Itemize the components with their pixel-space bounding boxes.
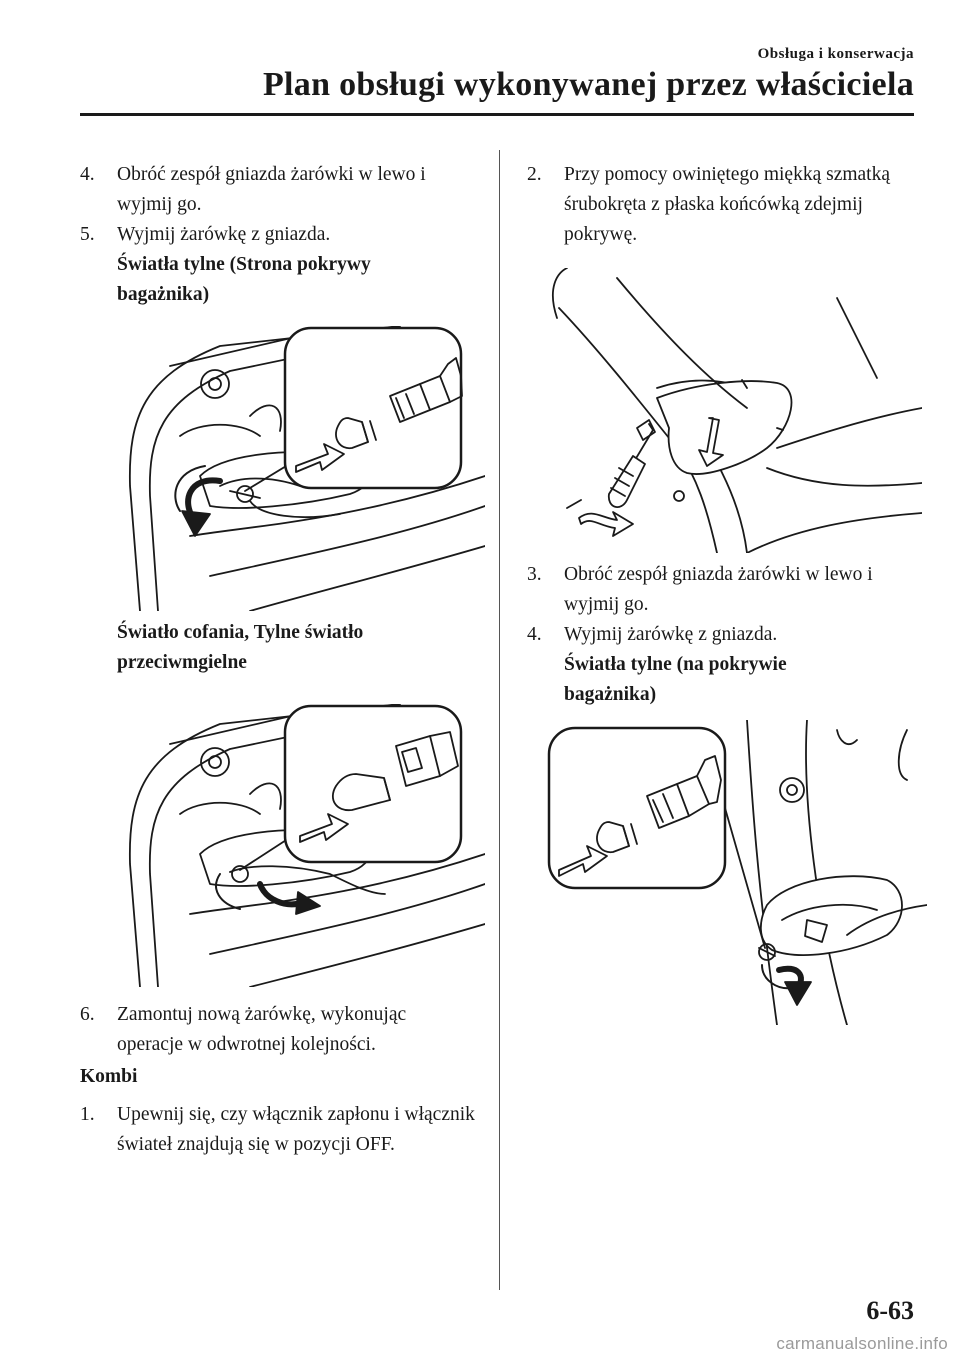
step-1-left: 1. Upewnij się, czy włącznik zapłonu i włącznik świateł znajdują się w pozycji OFF. bbox=[80, 1104, 475, 1155]
step-2-right: 2. Przy pomocy owiniętego miękką szmatką śrubokręta z płaska końcówką zdejmij pokrywę. bbox=[527, 164, 890, 245]
subheading-tail-lights-lid-side: Światła tylne (Strona pokrywy bagażnika) bbox=[117, 254, 371, 305]
step-5-left: 5. Wyjmij żarówkę z gniazda. bbox=[80, 224, 331, 245]
figure-reverse-fog-light bbox=[100, 704, 485, 987]
header-section: Obsługa i konserwacja bbox=[757, 46, 914, 62]
page-number: 6-63 bbox=[866, 1296, 914, 1325]
header-rule bbox=[80, 113, 914, 116]
step-6-left: 6. Zamontuj nową żarówkę, wykonując operacje w odwrotnej kolejności. bbox=[80, 1004, 407, 1055]
figure-remove-cover bbox=[537, 268, 922, 553]
step-3-right: 3. Obróć zespół gniazda żarówki w lewo i wyjmij go. bbox=[527, 564, 873, 615]
heading-kombi: Kombi bbox=[80, 1066, 138, 1087]
subheading-tail-lights-on-lid: Światła tylne (na pokrywie bagażnika) bbox=[564, 654, 787, 705]
subheading-reverse-fog-light: Światło cofania, Tylne światło przeciwmgielne bbox=[117, 622, 364, 673]
page-title: Plan obsługi wykonywanej przez właściciela bbox=[262, 66, 914, 103]
column-divider bbox=[499, 150, 500, 1290]
watermark: carmanualsonline.info bbox=[776, 1334, 948, 1353]
step-4-right: 4. Wyjmij żarówkę z gniazda. bbox=[527, 624, 778, 645]
step-4-left: 4. Obróć zespół gniazda żarówki w lewo i wyjmij go. bbox=[80, 164, 426, 215]
figure-tail-light-on-lid bbox=[547, 720, 927, 1025]
figure-tail-light-lid-side bbox=[100, 326, 485, 611]
